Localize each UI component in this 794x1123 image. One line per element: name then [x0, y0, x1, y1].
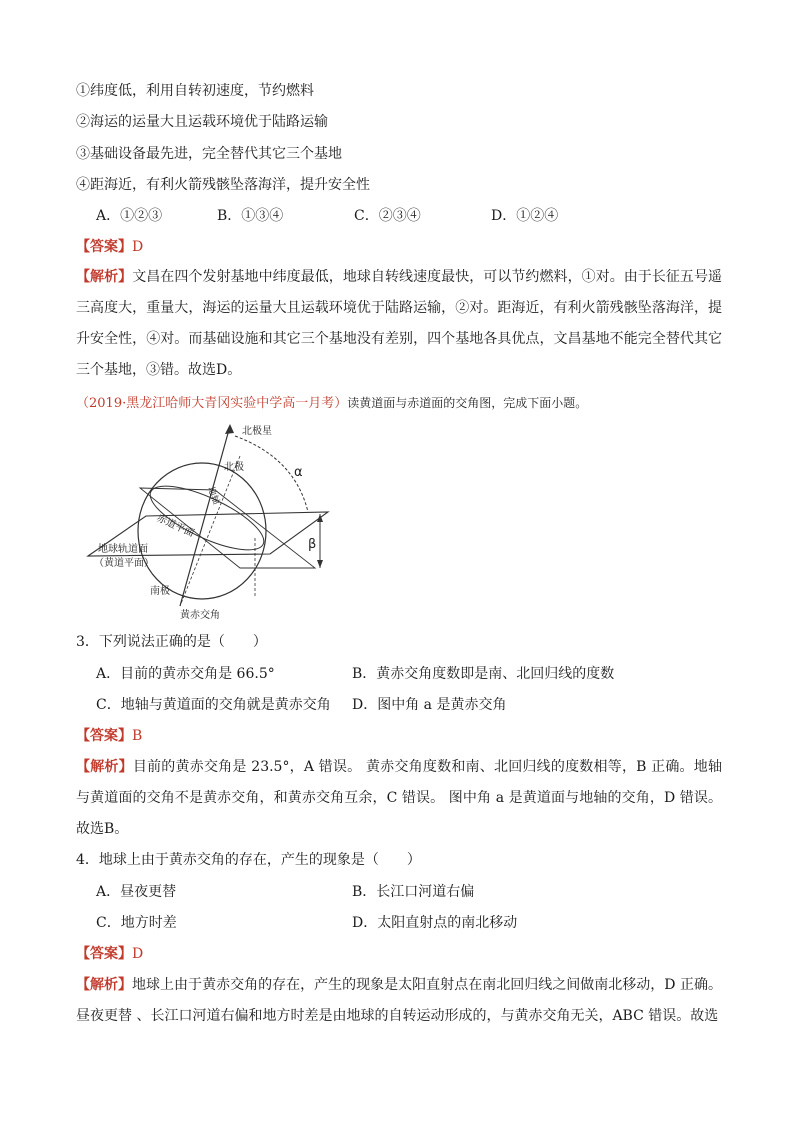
label-south-pole: 南极 [150, 586, 170, 597]
source-prompt: 读黄道面与赤道面的交角图，完成下面小题。 [347, 396, 588, 410]
label-ecliptic-plane: （黄道平面） [94, 558, 154, 569]
answer-label: 【答案】 [76, 239, 132, 255]
label-alpha: α [294, 465, 303, 480]
statement-4: ④距海近，有利火箭残骸坠落海洋，提升安全性 [76, 177, 370, 193]
statement-1: ①纬度低，利用自转初速度，节约燃料 [76, 83, 314, 99]
q4-option-d: D．太阳直射点的南北移动 [352, 915, 518, 931]
q2-option-b: B．①③④ [217, 208, 284, 224]
label-obliquity: 黄赤交角 [180, 610, 220, 621]
q3-answer [76, 726, 142, 746]
answer-value: D [132, 946, 144, 962]
analysis-text: 文昌在四个发射基地中纬度最低，地球自转线速度最快，可以节约燃料，①对。由于长征五号遥三高度大，重量大，海运的运量大且运载环境优于陆路运输，②对。距海近，有利火箭残骸坠落海洋，提升安全性，④对。而基础设施和其它三个基地没有差别，四个基地各具优点，文昌基地不能完全替代其它三个基地，③错。故选D。 [76, 269, 723, 378]
analysis-label: 【解析】 [76, 269, 133, 285]
label-equator-plane: 赤道平面 [154, 512, 196, 540]
q4-option-b: B．长江口河道右偏 [352, 884, 475, 900]
q2-option-c: C．②③④ [354, 208, 421, 224]
statement-2: ②海运的运量大且运载环境优于陆路运输 [76, 114, 328, 130]
label-axis: 地轴 [205, 485, 221, 506]
q4-option-c: C．地方时差 [96, 915, 177, 931]
answer-value: D [132, 239, 144, 255]
globe [138, 463, 266, 599]
q2-analysis [76, 262, 722, 386]
answer-label: 【答案】 [76, 728, 132, 744]
q3-option-c: C．地轴与黄道面的交角就是黄赤交角 [96, 697, 331, 713]
question-source [76, 392, 587, 411]
beta-arrow-down [317, 560, 323, 568]
analysis-label: 【解析】 [76, 977, 133, 993]
earth-axis [180, 426, 230, 606]
q4-option-a: A．昼夜更替 [96, 884, 177, 900]
answer-label: 【答案】 [76, 946, 132, 962]
answer-value: B [132, 728, 143, 744]
analysis-label: 【解析】 [76, 759, 133, 775]
q3-option-a: A．目前的黄赤交角是 66.5° [96, 666, 275, 682]
ecliptic-diagram [80, 418, 340, 623]
statement-3: ③基础设备最先进，完全替代其它三个基地 [76, 146, 342, 162]
q4-stem: 4．地球上由于黄赤交角的存在，产生的现象是（ ） [76, 852, 421, 868]
label-north-pole: 北极 [224, 462, 244, 473]
q3-option-d: D．图中角 a 是黄赤交角 [352, 697, 507, 713]
analysis-text: 地球上由于黄赤交角的存在，产生的现象是太阳直射点在南北回归线之间做南北移动，D 正确。昼夜更替 、长江口河道右偏和地方时差是由地球的自转运动形成的，与黄赤交角无关，ABC 错误。故选 [76, 977, 722, 1024]
q2-option-a: A．①②③ [96, 208, 163, 224]
analysis-text: 目前的黄赤交角是 23.5°，A 错误。 黄赤交角度数和南、北回归线的度数相等，B 正确。地轴与黄道面的交角不是黄赤交角，和黄赤交角互余，C 错误。 图中角 a 是黄道面与地轴的交角，D 错误。故选B。 [76, 759, 722, 837]
label-north-star: 北极星 [242, 426, 272, 437]
q3-option-b: B．黄赤交角度数即是南、北回归线的度数 [352, 666, 615, 682]
beta-arrow-up [317, 514, 323, 522]
label-orbit-plane: 地球轨道面 [98, 544, 148, 555]
q4-answer [76, 944, 143, 964]
q2-option-d: D．①②④ [491, 208, 559, 224]
source-text: （2019·黑龙江哈师大青冈实验中学高一月考） [76, 396, 348, 411]
q3-analysis [76, 752, 722, 845]
q3-stem: 3．下列说法正确的是（ ） [76, 634, 267, 650]
north-star-arrow [225, 424, 234, 434]
q2-answer [76, 237, 143, 257]
q4-analysis [76, 970, 722, 1032]
label-beta: β [308, 537, 317, 552]
